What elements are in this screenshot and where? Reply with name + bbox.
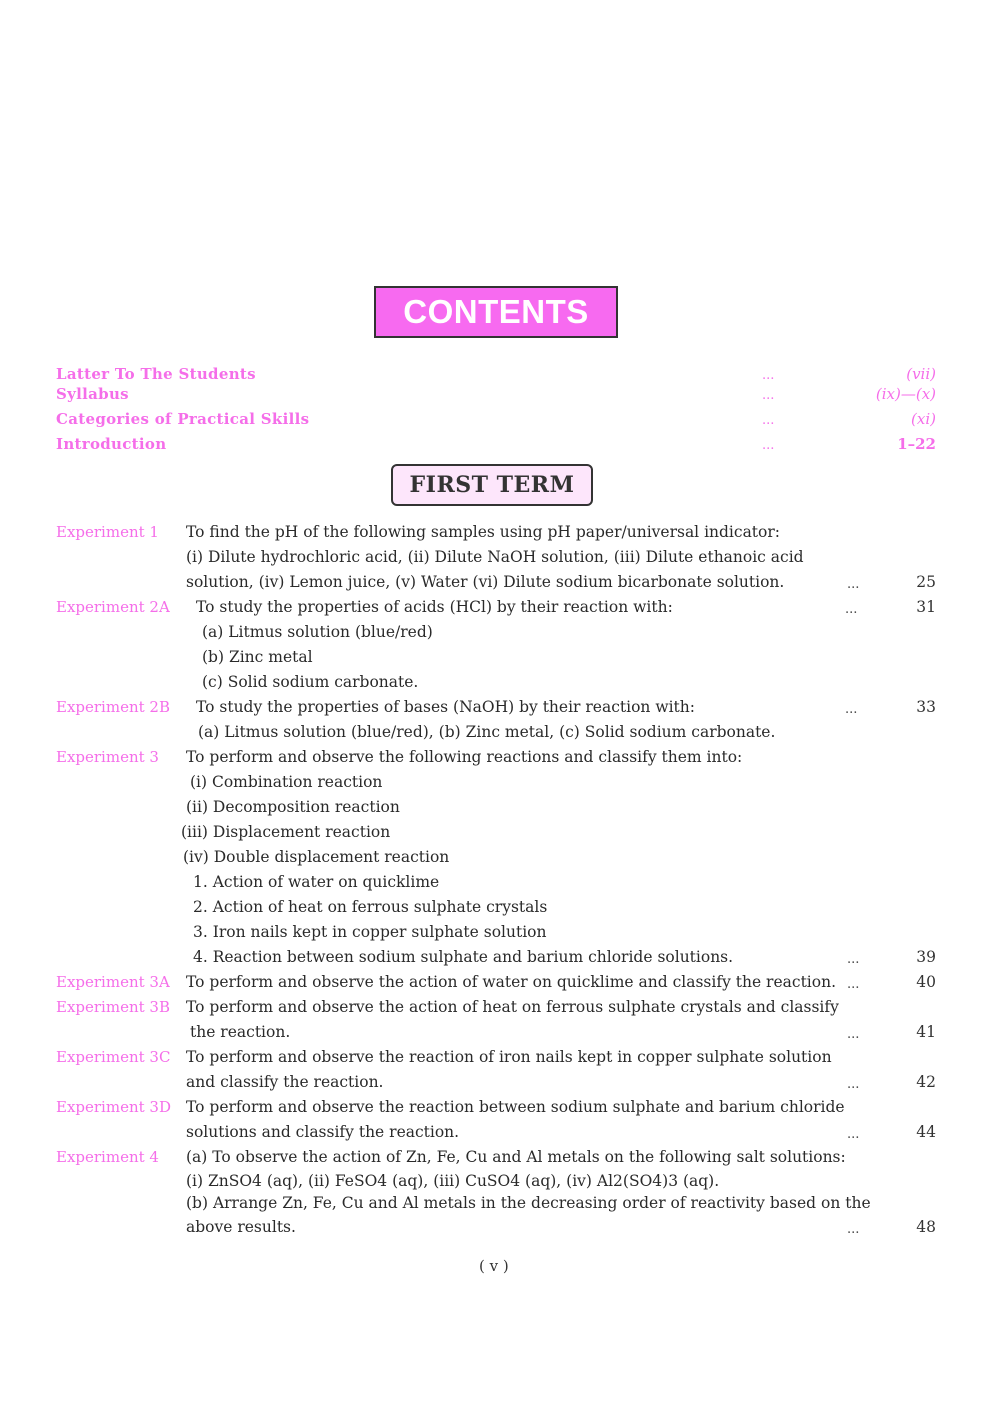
entry-line: the reaction. [190,1023,291,1041]
leader-dots: ... [845,602,858,617]
leader-dots: ... [847,1027,860,1042]
prelim-label[interactable]: Syllabus [56,385,129,403]
page-number: 44 [916,1123,936,1141]
entry-line: (iv) Double displacement reaction [183,848,450,866]
page-number: 42 [916,1073,936,1091]
term-heading: FIRST TERM [409,472,575,498]
leader-dots: ... [762,368,775,383]
leader-dots: ... [847,1222,860,1237]
leader-dots: ... [847,977,860,992]
leader-dots: ... [762,388,775,403]
entry-line: 3. Iron nails kept in copper sulphate solution [193,923,547,941]
term-heading-box [391,464,593,506]
entry-line: (a) Litmus solution (blue/red), (b) Zinc metal, (c) Solid sodium carbonate. [198,723,776,741]
page-number: (vii) [906,365,936,383]
experiment-label[interactable]: Experiment 3 [56,748,159,766]
entry-line: To study the properties of bases (NaOH) by their reaction with: [196,698,695,716]
entry-line: (a) Litmus solution (blue/red) [202,623,433,641]
entry-line: 4. Reaction between sodium sulphate and barium chloride solutions. [193,948,734,966]
page-title: CONTENTS [403,293,589,330]
experiment-label[interactable]: Experiment 3B [56,998,170,1016]
leader-dots: ... [762,413,775,428]
page-number: 48 [916,1218,936,1236]
page-number: 39 [916,948,936,966]
experiment-label[interactable]: Experiment 4 [56,1148,159,1166]
leader-dots: ... [847,1077,860,1092]
entry-line: (i) ZnSO4 (aq), (ii) FeSO4 (aq), (iii) CuSO4 (aq), (iv) Al2(SO4)3 (aq). [186,1172,720,1190]
page-number: 25 [916,573,936,591]
entry-line: solution, (iv) Lemon juice, (v) Water (vi) Dilute sodium bicarbonate solution. [186,573,785,591]
entry-line: To perform and observe the reaction between sodium sulphate and barium chloride [186,1098,845,1116]
leader-dots: ... [847,1127,860,1142]
entry-line: To find the pH of the following samples using pH paper/universal indicator: [186,523,781,541]
page-number: 40 [916,973,936,991]
entry-line: (i) Combination reaction [190,773,383,791]
prelim-label[interactable]: Latter To The Students [56,365,256,383]
entry-line: (ii) Decomposition reaction [186,798,400,816]
experiment-label[interactable]: Experiment 1 [56,523,159,541]
contents-title-box [374,286,618,338]
page-footer: ( v ) [479,1257,509,1275]
leader-dots: ... [847,952,860,967]
leader-dots: ... [847,577,860,592]
entry-line: (a) To observe the action of Zn, Fe, Cu and Al metals on the following salt solutions: [186,1148,846,1166]
experiment-label[interactable]: Experiment 3A [56,973,170,991]
entry-line: and classify the reaction. [186,1073,384,1091]
entry-line: To perform and observe the action of water on quicklime and classify the reaction. [186,973,836,991]
prelim-label[interactable]: Introduction [56,435,167,453]
leader-dots: ... [845,702,858,717]
entry-line: solutions and classify the reaction. [186,1123,460,1141]
entry-line: (b) Arrange Zn, Fe, Cu and Al metals in the decreasing order of reactivity based on the [186,1194,871,1212]
entry-line: To perform and observe the action of heat on ferrous sulphate crystals and classify [186,998,839,1016]
page-number: (xi) [911,410,936,428]
entry-line: 1. Action of water on quicklime [193,873,440,891]
page-number: 1–22 [897,435,936,453]
experiment-label[interactable]: Experiment 2A [56,598,170,616]
entry-line: To perform and observe the following reactions and classify them into: [186,748,743,766]
page-number: 31 [916,598,936,616]
experiment-label[interactable]: Experiment 3D [56,1098,171,1116]
page-number: 33 [916,698,936,716]
page-number: (ix)—(x) [875,385,936,403]
entry-line: above results. [186,1218,296,1236]
experiment-label[interactable]: Experiment 2B [56,698,170,716]
prelim-label[interactable]: Categories of Practical Skills [56,410,310,428]
entry-line: (iii) Displacement reaction [181,823,391,841]
entry-line: (i) Dilute hydrochloric acid, (ii) Dilute NaOH solution, (iii) Dilute ethanoic acid [186,548,804,566]
page-number: 41 [916,1023,936,1041]
entry-line: 2. Action of heat on ferrous sulphate crystals [193,898,548,916]
experiment-label[interactable]: Experiment 3C [56,1048,171,1066]
entry-line: (b) Zinc metal [202,648,313,666]
leader-dots: ... [762,438,775,453]
entry-line: To study the properties of acids (HCl) by their reaction with: [196,598,673,616]
entry-line: (c) Solid sodium carbonate. [202,673,419,691]
entry-line: To perform and observe the reaction of iron nails kept in copper sulphate solution [186,1048,832,1066]
